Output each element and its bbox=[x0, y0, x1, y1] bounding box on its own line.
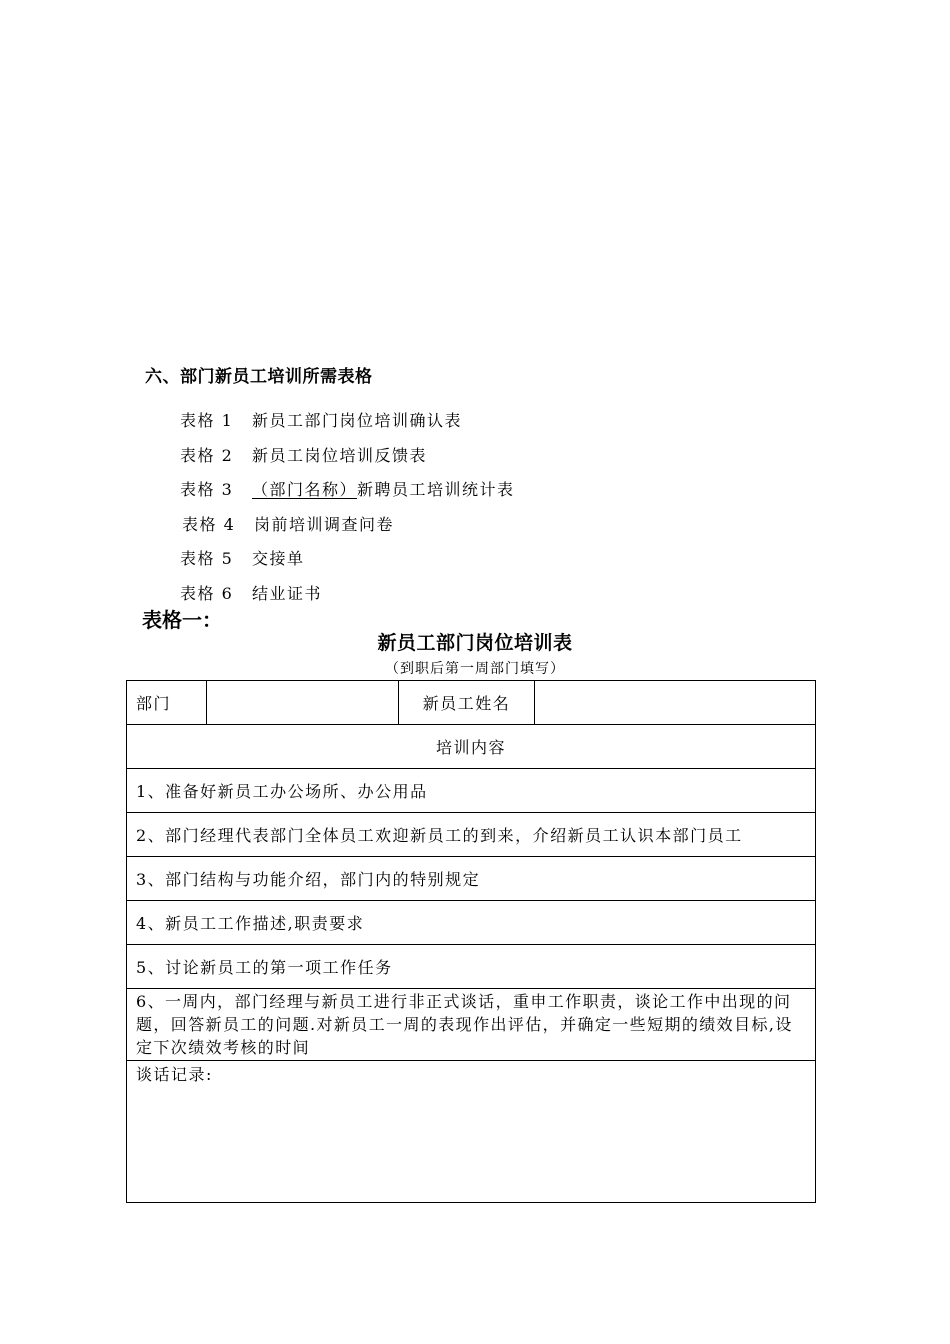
dept-field[interactable] bbox=[207, 681, 399, 725]
training-item: 1、准备好新员工办公场所、办公用品 bbox=[127, 769, 816, 813]
training-table bbox=[126, 680, 816, 1203]
list-item bbox=[180, 546, 515, 581]
form-label: 表格 2 bbox=[180, 445, 234, 465]
table-row bbox=[127, 725, 816, 769]
department-name-placeholder: （部门名称） bbox=[252, 480, 358, 499]
training-item: 5、讨论新员工的第一项工作任务 bbox=[127, 945, 816, 989]
form-title: 交接单 bbox=[252, 549, 305, 568]
form-list bbox=[180, 408, 515, 615]
employee-name-label: 新员工姓名 bbox=[399, 681, 535, 725]
training-item: 3、部门结构与功能介绍，部门内的特别规定 bbox=[127, 857, 816, 901]
table-row bbox=[127, 945, 816, 989]
form-label: 表格 5 bbox=[180, 549, 234, 568]
training-item: 2、部门经理代表部门全体员工欢迎新员工的到来，介绍新员工认识本部门员工 bbox=[127, 813, 816, 857]
form-title: 新员工部门岗位培训确认表 bbox=[252, 411, 463, 430]
employee-name-field[interactable] bbox=[535, 681, 816, 725]
list-item bbox=[180, 443, 515, 478]
training-item: 4、新员工工作描述,职责要求 bbox=[127, 901, 816, 945]
training-item: 6、一周内，部门经理与新员工进行非正式谈话，重申工作职责，谈论工作中出现的问题，回答新员工的问题.对新员工一周的表现作出评估，并确定一些短期的绩效目标,设定下次绩效考核的时间 bbox=[127, 989, 816, 1061]
form-label: 表格 3 bbox=[180, 480, 234, 499]
form-note: （到职后第一周部门填写） bbox=[385, 661, 565, 677]
form-title: 新员工岗位培训反馈表 bbox=[252, 445, 428, 465]
form-label: 表格 4 bbox=[182, 514, 236, 534]
list-item bbox=[180, 408, 515, 443]
form-title: 岗前培训调查问卷 bbox=[254, 514, 395, 534]
form-title-heading: 新员工部门岗位培训表 bbox=[377, 632, 573, 654]
table-row bbox=[127, 857, 816, 901]
form-label: 表格 1 bbox=[180, 411, 234, 430]
form-one-heading: 表格一： bbox=[142, 608, 222, 632]
table-row bbox=[127, 813, 816, 857]
form-label: 表格 6 bbox=[180, 583, 234, 603]
dept-label: 部门 bbox=[127, 681, 207, 725]
section-heading: 六、部门新员工培训所需表格 bbox=[145, 367, 373, 387]
table-row bbox=[127, 769, 816, 813]
list-item bbox=[180, 512, 515, 547]
list-item bbox=[180, 477, 515, 512]
table-row bbox=[127, 1061, 816, 1203]
list-item bbox=[180, 581, 515, 616]
table-row bbox=[127, 989, 816, 1061]
conversation-notes-field[interactable]: 谈话记录: bbox=[127, 1061, 816, 1203]
table-row bbox=[127, 901, 816, 945]
form-title: 新聘员工培训统计表 bbox=[357, 480, 515, 499]
content-header: 培训内容 bbox=[127, 725, 816, 769]
table-row bbox=[127, 681, 816, 725]
form-title: 结业证书 bbox=[252, 583, 323, 603]
